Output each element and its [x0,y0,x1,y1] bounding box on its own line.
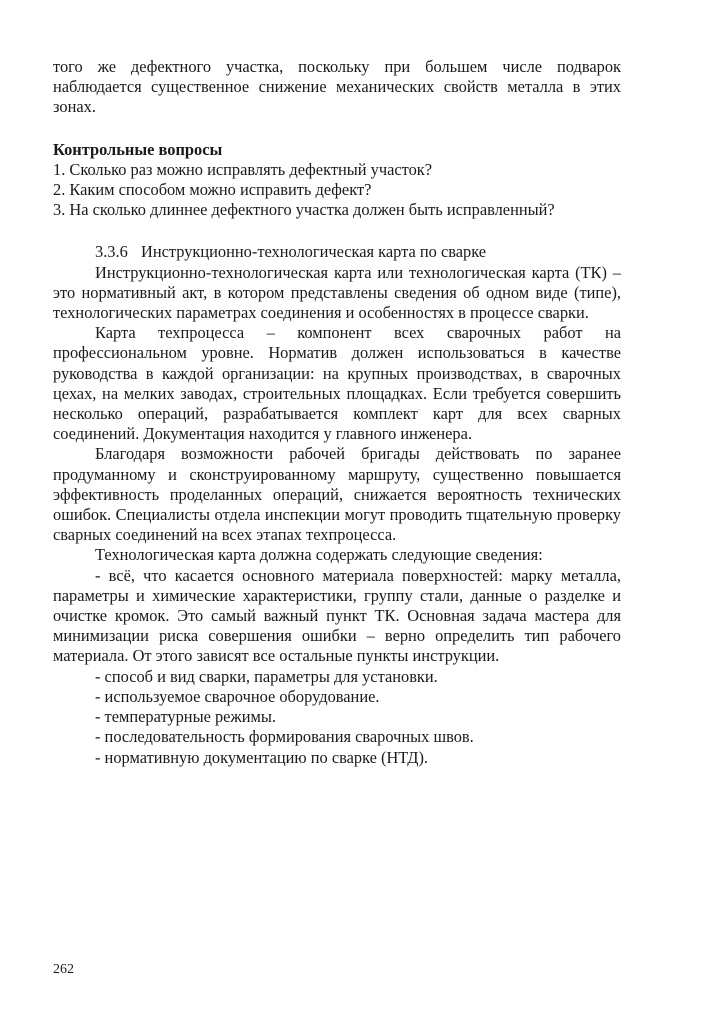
list-item: - температурные режимы. [95,707,277,727]
body-paragraph: Благодаря возможности рабочей бригады действовать по заранее продуманному и сконструированному маршруту, существенно повышается эффективность проделанных операций, снижается вероятность технических ошибок. Специалисты отдела инспекции могут проводить тщательную проверку сварных соединений на всех этапах техпроцесса. [53,444,621,545]
questions-heading: Контрольные вопросы [53,139,223,159]
question-item: 1. Сколько раз можно исправлять дефектный участок? [53,159,433,179]
list-item: - нормативную документацию по сварке (НТД). [95,747,429,767]
intro-paragraph: того же дефектного участка, поскольку при большем числе подварок наблюдается существенное снижение механических свойств металла в этих зонах. [53,57,621,117]
section-number: 3.3.6 [95,242,128,262]
list-item: - всё, что касается основного материала поверхностей: марку металла, параметры и химические характеристики, группу стали, данные о разделке и очистке кромок. Это самый важный пункт ТК. Основная задача мастера для минимизации риска совершения ошибки – верно определить тип рабочего материала. От этого зависят все остальные пункты инструкции. [53,565,621,666]
list-item: - последовательность формирования сварочных швов. [95,727,474,747]
page-body [53,57,621,768]
list-item: - используемое сварочное оборудование. [95,686,380,706]
section-title: Инструкционно-технологическая карта по сварке [141,242,487,262]
question-item: 3. На сколько длиннее дефектного участка должен быть исправленный? [53,200,555,220]
section-heading [53,242,621,262]
list-item: - способ и вид сварки, параметры для установки. [95,666,438,686]
body-paragraph: Технологическая карта должна содержать следующие сведения: [95,545,543,565]
body-paragraph: Карта техпроцесса – компонент всех сварочных работ на профессиональном уровне. Норматив должен использоваться в качестве руководства в каждой организации: на крупных производствах, в сварочных цехах, на мелких заводах, строительных площадках. Если требуется совершить несколько операций, разрабатывается комплект карт для всех сварных соединений. Документация находится у главного инженера. [53,323,621,444]
questions-list [53,160,621,221]
question-item: 2. Каким способом можно исправить дефект? [53,180,372,200]
page-number: 262 [53,962,74,977]
body-paragraph: Инструкционно-технологическая карта или технологическая карта (ТК) – это нормативный акт, в котором представлены сведения об одном виде (типе), технологических параметрах соединения и особенностях в процессе сварки. [53,262,621,323]
requirements-list [53,566,621,768]
